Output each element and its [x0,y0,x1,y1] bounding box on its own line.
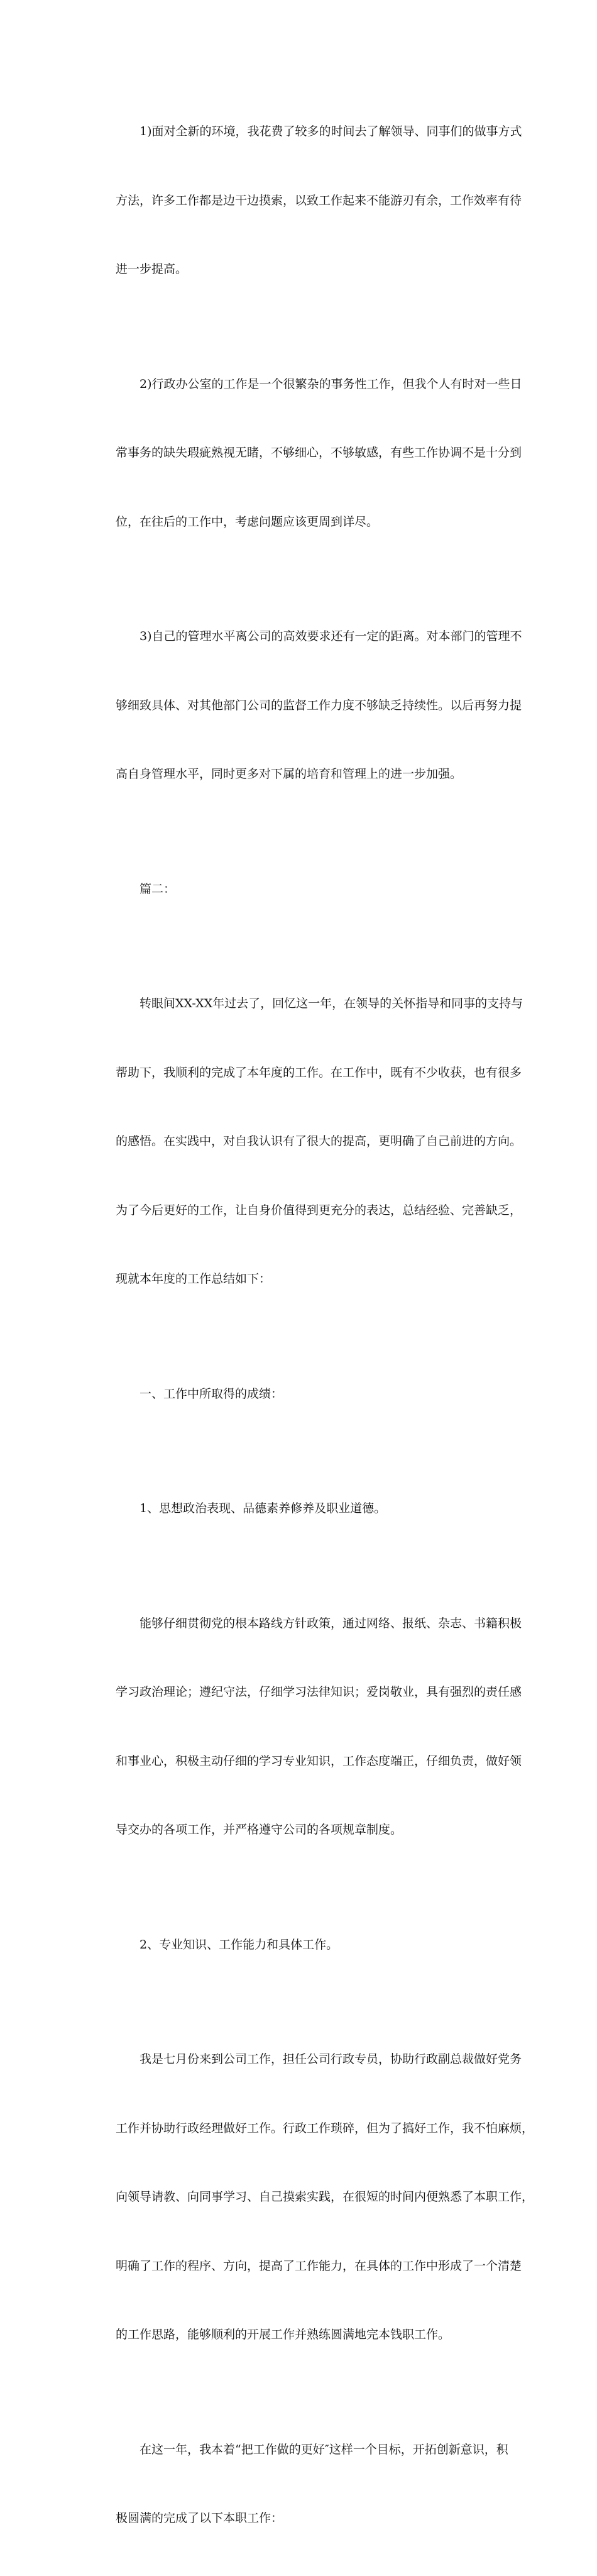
text-line: 极圆满的完成了以下本职工作： [116,2511,283,2525]
text-line: 高自身管理水平，同时更多对下属的培育和管理上的进一步加强。 [116,767,463,781]
text-line: 位，在往后的工作中，考虑问题应该更周到详尽。 [116,514,379,529]
text-line: 常事务的缺失瑕疵熟视无睹，不够细心，不够敏感，有些工作协调不是十分到 [116,446,522,460]
text-line: 2、专业知识、工作能力和具体工作。 [140,1937,339,1952]
text-line: 一、工作中所取得的成绩： [140,1386,283,1401]
text-line: 和事业心，积极主动仔细的学习专业知识，工作态度端正，仔细负责，做好领 [116,1754,522,1768]
text-line: 学习政治理论；遵纪守法，仔细学习法律知识；爱岗敬业，具有强烈的责任感 [116,1685,522,1699]
text-line: 向领导请教、向同事学习、自己摸索实践，在很短的时间内便熟悉了本职工作， [116,2190,534,2204]
text-line: 导交办的各项工作，并严格遵守公司的各项规章制度。 [116,1823,403,1837]
text-line: 方法，许多工作都是边干边摸索，以致工作起来不能游刃有余，工作效率有待 [116,193,522,207]
text-line: 转眼间XX-XX年过去了，回忆这一年，在领导的关怀指导和同事的支持与 [140,997,523,1010]
text-line: 帮助下，我顺利的完成了本年度的工作。在工作中，既有不少收获，也有很多 [116,1065,522,1080]
subheading-professional-knowledge [92,1888,507,2003]
paragraph-11 [92,2392,507,2576]
text-line: 的感悟。在实践中，对自我认识有了很大的提高，更明确了自己前进的方向。 [116,1134,522,1148]
paragraph-2 [92,327,522,580]
text-line: 在这一年，我本着“把工作做的更好″这样一个目标，开拓创新意识，积 [140,2442,508,2457]
text-line: 工作并协助行政经理做好工作。行政工作琐碎，但为了搞好工作，我不怕麻烦， [116,2121,534,2135]
text-line: 我是七月份来到公司工作，担任公司行政专员，协助行政副总裁做好党务 [140,2052,522,2066]
text-line: 1)面对全新的环境，我花费了较多的时间去了解领导、同事们的做事方式 [140,124,522,138]
text-line: 3)自己的管理水平离公司的高效要求还有一定的距离。对本部门的管理不 [140,629,522,643]
text-line: 明确了工作的程序、方向，提高了工作能力，在具体的工作中形成了一个清楚 [116,2258,522,2273]
subheading-ideology [92,1451,507,1566]
paragraph-10 [92,2002,534,2392]
text-line: 能够仔细贯彻党的根本路线方针政策，通过网络、报纸、杂志、书籍积极 [140,1616,522,1630]
document-page [92,74,534,2576]
paragraph-8 [92,1566,522,1888]
text-line: 的工作思路，能够顺利的开展工作并熟练圆满地完本钱职工作。 [116,2328,451,2341]
text-line: 现就本年度的工作总结如下： [116,1272,271,1286]
section-heading-part-two [92,832,507,947]
text-line: 进一步提高。 [116,262,188,276]
paragraph-3 [92,579,522,832]
text-line: 够细致具体、对其他部门公司的监督工作力度不够缺乏持续性。以后再努力提 [116,698,522,712]
text-line: 篇二： [140,882,176,896]
paragraph-5 [92,946,523,1337]
text-line: 1、思想政治表现、品德素养修养及职业道德。 [140,1501,386,1515]
text-line: 为了今后更好的工作，让自身价值得到更充分的表达，总结经验、完善缺乏， [116,1203,522,1217]
section-heading-achievements [92,1337,507,1452]
text-line: 2)行政办公室的工作是一个很繁杂的事务性工作，但我个人有时对一些日 [140,377,522,391]
paragraph-1 [92,74,522,327]
